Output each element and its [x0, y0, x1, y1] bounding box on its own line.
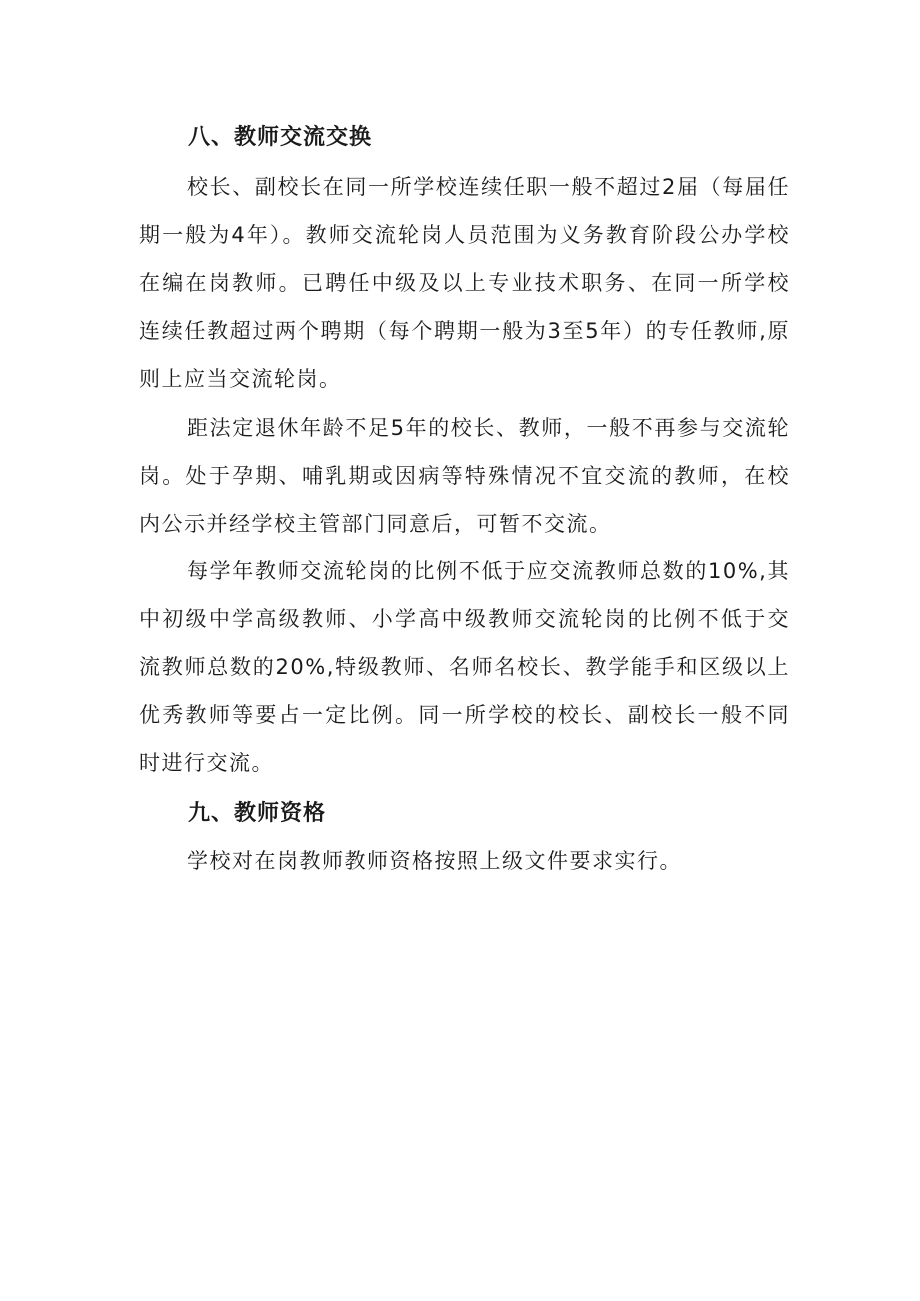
paragraph-exchange-scope: 校长、副校长在同一所学校连续任职一般不超过2届（每届任期一般为4年）。教师交流轮岗人员范围为义务教育阶段公办学校在编在岗教师。已聘任中级及以上专业技术职务、在同一所学校连续任教超过两个聘期（每个聘期一般为3至5年）的专任教师,原则上应当交流轮岗。: [139, 175, 790, 391]
paragraph-exchange-exemptions: 距法定退休年龄不足5年的校长、教师，一般不再参与交流轮岗。处于孕期、哺乳期或因病等特殊情况不宜交流的教师，在校内公示并经学校主管部门同意后，可暂不交流。: [139, 416, 790, 536]
paragraph-exchange-ratio: 每学年教师交流轮岗的比例不低于应交流教师总数的10%,其中初级中学高级教师、小学高中级教师交流轮岗的比例不低于交流教师总数的20%,特级教师、名师名校长、教学能手和区级以上优秀教师等要占一定比例。同一所学校的校长、副校长一般不同时进行交流。: [139, 559, 790, 775]
paragraph-qualification: 学校对在岗教师教师资格按照上级文件要求实行。: [187, 849, 682, 873]
section-heading-teacher-qualification: 九、教师资格: [188, 801, 327, 826]
section-heading-teacher-exchange: 八、教师交流交换: [188, 125, 373, 150]
